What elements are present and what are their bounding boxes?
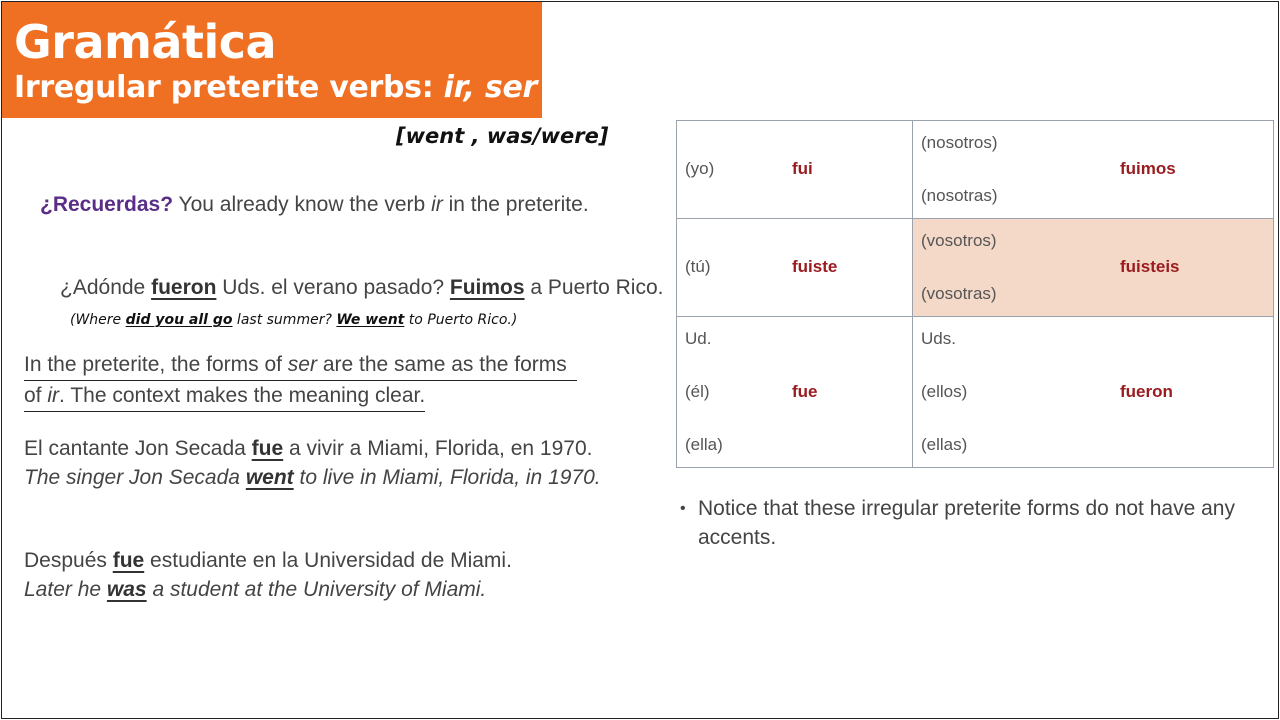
pronoun-ellas: (ellas) [921, 435, 968, 454]
title-banner [2, 2, 542, 118]
cell-uds [913, 317, 1274, 468]
recuerdas-paragraph [40, 190, 600, 220]
rule-part1: In the preterite, the forms of [24, 353, 288, 376]
pronoun-ella: (ella) [685, 435, 723, 454]
table-row [677, 121, 1274, 219]
table-row [677, 317, 1274, 468]
gloss-a-phrase: We went [336, 312, 405, 328]
notice-text: Notice that these irregular preterite forms do not have any accents. [698, 497, 1235, 549]
example-q-verb: fueron [151, 276, 217, 299]
verb-fui: fui [792, 159, 813, 178]
conjugation-table [676, 120, 1274, 468]
recuerdas-verb: ir [431, 193, 443, 216]
sentence-2-spanish [24, 546, 664, 575]
s2-en-before: Later he [24, 578, 107, 601]
sentence-1-spanish [24, 434, 664, 463]
example-sentence-1 [24, 434, 664, 492]
cell-nosotros [913, 121, 1274, 219]
gloss-open: (Where [70, 312, 126, 328]
pronoun-ellos: (ellos) [921, 382, 968, 401]
s1-es-after: a vivir a Miami, Florida, en 1970. [283, 437, 593, 460]
pronoun-el: (él) [685, 382, 710, 401]
example-q-start: ¿Adónde [60, 276, 152, 299]
cell-ud [677, 317, 913, 468]
pronoun-vosotras: (vosotras) [921, 284, 997, 303]
grammar-rule [24, 350, 644, 412]
verb-fueron: fueron [1120, 382, 1173, 401]
bullet-dot-icon: • [680, 500, 686, 517]
sentence-2-english [24, 575, 664, 604]
verb-fuimos: fuimos [1120, 159, 1176, 178]
s1-es-before: El cantante Jon Secada [24, 437, 252, 460]
cell-vosotros [913, 219, 1274, 317]
s1-en-after: to live in Miami, Florida, in 1970. [293, 466, 601, 489]
rule-part4: . The context makes the meaning clear. [59, 384, 426, 407]
subtitle-verbs: ir, ser [443, 70, 538, 105]
notice-bullet [680, 494, 1270, 552]
example-gloss [70, 312, 517, 328]
pronoun-yo: (yo) [685, 159, 715, 178]
gloss-middle: last summer? [232, 312, 337, 328]
s2-es-after: estudiante en la Universidad de Miami. [144, 549, 512, 572]
s2-es-verb: fue [112, 549, 145, 572]
verb-fuiste: fuiste [792, 257, 838, 276]
s1-es-verb: fue [251, 437, 284, 460]
table-row [677, 219, 1274, 317]
gloss-q-phrase: did you all go [125, 312, 233, 328]
pronoun-ud: Ud. [685, 329, 712, 348]
rule-part3: of [24, 384, 48, 407]
example-q-end: Uds. el verano pasado? [216, 276, 450, 299]
example-question-answer [60, 273, 680, 335]
s2-es-before: Después [24, 549, 113, 572]
s1-en-before: The singer Jon Secada [24, 466, 246, 489]
recuerdas-lead: ¿Recuerdas? [40, 193, 174, 216]
rule-part2: are the same as the forms [316, 353, 567, 376]
cell-yo [677, 121, 913, 219]
s2-en-verb: was [106, 578, 147, 601]
pronoun-nosotros: (nosotros) [921, 133, 998, 152]
gloss-close: to Puerto Rico.) [404, 312, 518, 328]
s1-en-verb: went [245, 466, 294, 489]
example-a-verb: Fuimos [449, 276, 525, 299]
example-sentence-2 [24, 546, 664, 604]
verb-fuisteis: fuisteis [1120, 257, 1180, 276]
rule-line-1 [24, 350, 577, 381]
pronoun-uds: Uds. [921, 329, 956, 348]
subtitle-prefix: Irregular preterite verbs: [14, 70, 444, 105]
cell-tu [677, 219, 913, 317]
page-title: Gramática [14, 15, 277, 69]
rule-ser: ser [287, 353, 317, 376]
rule-line-2 [24, 381, 425, 412]
page-subtitle [14, 68, 542, 108]
s2-en-after: a student at the University of Miami. [146, 578, 487, 601]
rule-ir: ir [47, 384, 60, 407]
pronoun-vosotros: (vosotros) [921, 231, 997, 250]
recuerdas-text-after: in the preterite. [442, 193, 589, 216]
example-a-end: a Puerto Rico. [524, 276, 664, 299]
pronoun-tu: (tú) [685, 257, 711, 276]
verb-fue: fue [792, 382, 818, 401]
sentence-1-english [24, 463, 664, 492]
pronoun-nosotras: (nosotras) [921, 186, 998, 205]
recuerdas-text-before: You already know the verb [173, 193, 432, 216]
translation-note: [went , was/were] [396, 124, 609, 148]
